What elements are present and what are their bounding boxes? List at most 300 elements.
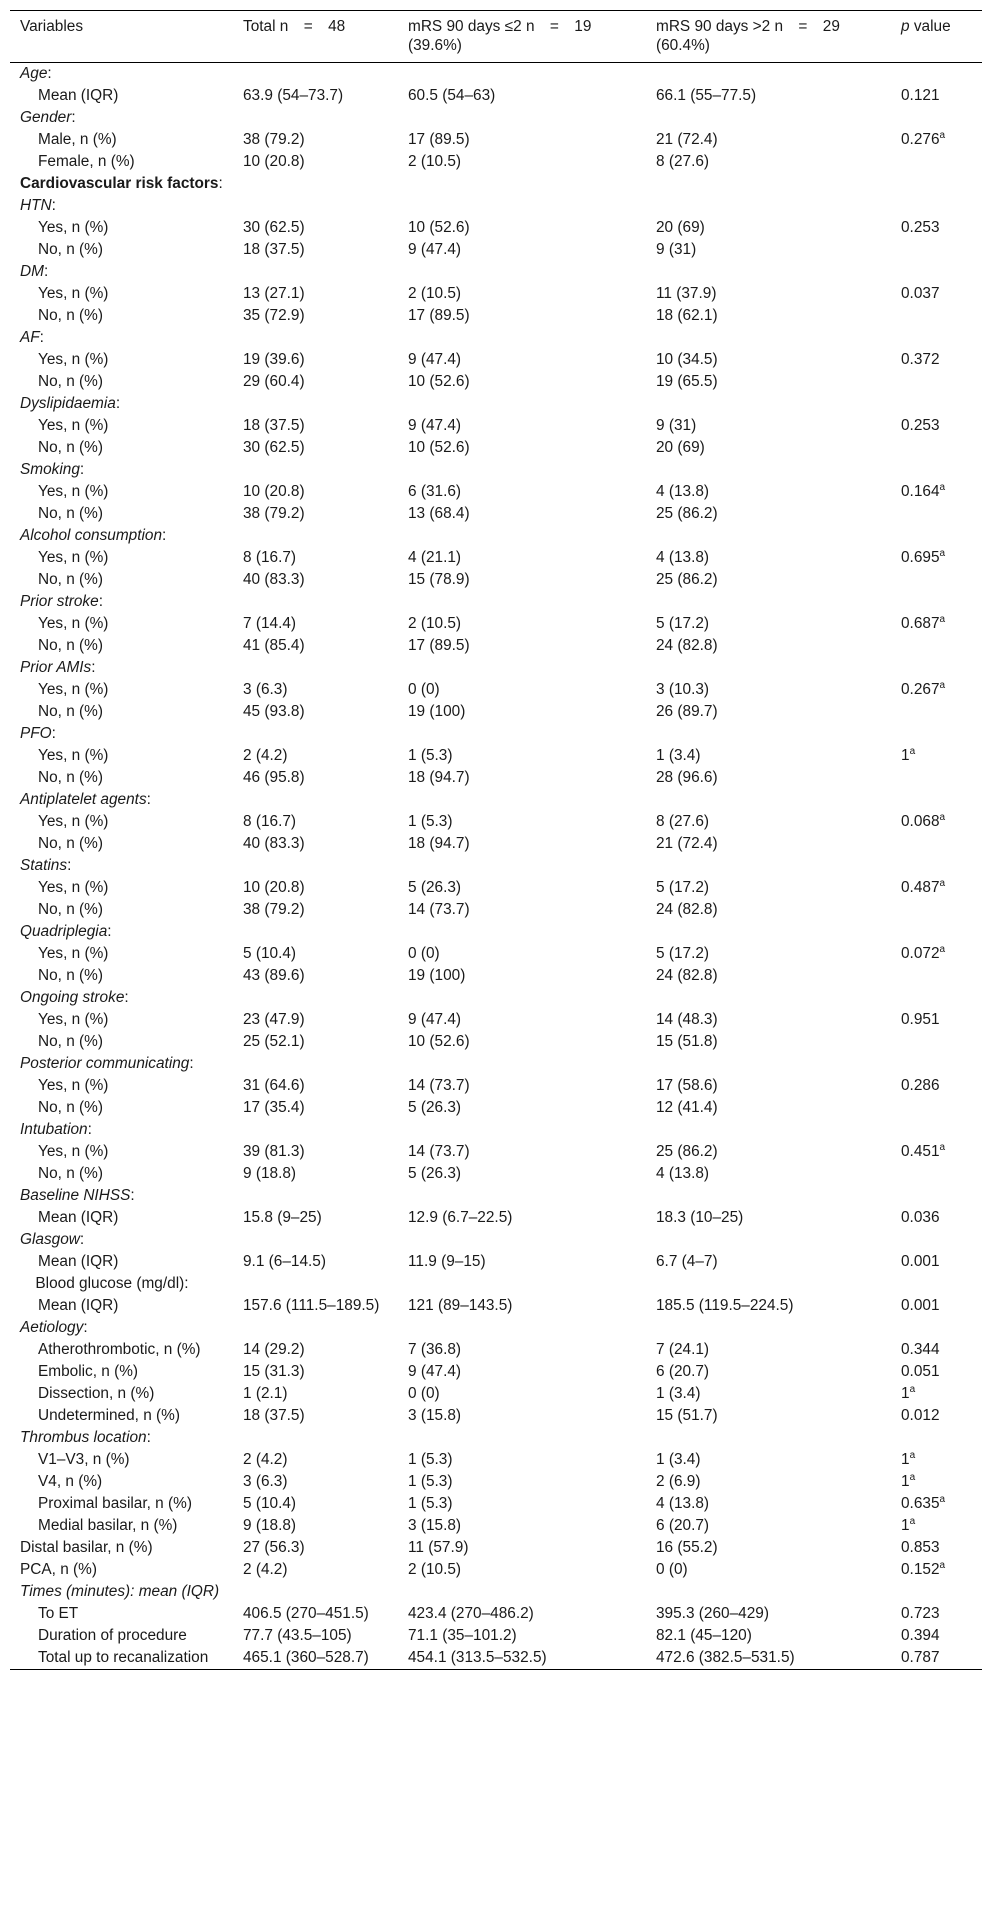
empty-cell bbox=[233, 723, 398, 745]
table-row bbox=[10, 1251, 982, 1273]
header-row bbox=[10, 11, 982, 63]
row-label: No, n (%) bbox=[38, 571, 103, 588]
empty-cell bbox=[891, 459, 982, 481]
empty-cell bbox=[891, 393, 982, 415]
cell-p-value bbox=[891, 1009, 982, 1031]
cell-mrs-good: 15 (78.9) bbox=[408, 571, 470, 588]
empty-cell bbox=[891, 1273, 982, 1295]
cell-mrs-good: 10 (52.6) bbox=[408, 373, 470, 390]
empty-cell bbox=[646, 855, 891, 877]
cell-p-value bbox=[891, 239, 982, 261]
table-row bbox=[10, 503, 982, 525]
cell-total: 45 (93.8) bbox=[243, 703, 305, 720]
section-row bbox=[10, 1053, 982, 1075]
p-value-text: 1 bbox=[901, 1385, 910, 1402]
cell-p-value bbox=[891, 943, 982, 965]
cell-mrs-poor: 0 (0) bbox=[656, 1561, 688, 1578]
empty-cell bbox=[398, 855, 646, 877]
empty-cell bbox=[646, 987, 891, 1009]
empty-cell bbox=[646, 921, 891, 943]
empty-cell bbox=[646, 1581, 891, 1603]
row-label: Mean (IQR) bbox=[38, 1253, 119, 1270]
empty-cell bbox=[891, 657, 982, 679]
section-label-text: Times (minutes): mean (IQR) bbox=[20, 1583, 220, 1600]
row-label: No, n (%) bbox=[38, 439, 103, 456]
cell-mrs-good: 2 (10.5) bbox=[408, 1561, 462, 1578]
empty-cell bbox=[398, 459, 646, 481]
cell-mrs-poor: 4 (13.8) bbox=[656, 1495, 710, 1512]
section-label bbox=[10, 1119, 233, 1141]
p-value-text: 0.037 bbox=[901, 285, 940, 302]
p-value-text: 0.687 bbox=[901, 615, 940, 632]
cell-p-value bbox=[891, 371, 982, 393]
section-label bbox=[10, 987, 233, 1009]
cell-total: 1 (2.1) bbox=[243, 1385, 288, 1402]
table-header bbox=[10, 11, 982, 63]
table-row bbox=[10, 767, 982, 789]
cell-mrs-poor: 5 (17.2) bbox=[656, 945, 710, 962]
row-label: No, n (%) bbox=[38, 505, 103, 522]
cell-mrs-poor: 66.1 (55–77.5) bbox=[656, 87, 757, 104]
p-value-text: 0.267 bbox=[901, 681, 940, 698]
empty-cell bbox=[398, 393, 646, 415]
cell-p-value bbox=[891, 1647, 982, 1670]
section-colon: : bbox=[130, 1187, 135, 1204]
section-colon: : bbox=[162, 527, 167, 544]
cell-mrs-good: 14 (73.7) bbox=[408, 901, 470, 918]
table-row bbox=[10, 833, 982, 855]
table-row bbox=[10, 1009, 982, 1031]
cell-mrs-good: 14 (73.7) bbox=[408, 1143, 470, 1160]
row-label: Embolic, n (%) bbox=[38, 1363, 139, 1380]
cell-total: 27 (56.3) bbox=[243, 1539, 305, 1556]
cell-mrs-good: 11 (57.9) bbox=[408, 1539, 469, 1556]
cell-p-value bbox=[891, 1383, 982, 1405]
cell-mrs-good: 0 (0) bbox=[408, 681, 440, 698]
table-body bbox=[10, 63, 982, 1670]
empty-cell bbox=[233, 63, 398, 86]
section-colon: : bbox=[91, 659, 96, 676]
cell-total: 40 (83.3) bbox=[243, 835, 305, 852]
cell-total: 10 (20.8) bbox=[243, 153, 305, 170]
table-row bbox=[10, 1471, 982, 1493]
row-label: Yes, n (%) bbox=[38, 351, 109, 368]
row-label: Medial basilar, n (%) bbox=[38, 1517, 178, 1534]
cell-mrs-good: 9 (47.4) bbox=[408, 1011, 462, 1028]
p-value-text: 0.036 bbox=[901, 1209, 940, 1226]
section-colon: : bbox=[107, 923, 112, 940]
cell-total: 30 (62.5) bbox=[243, 439, 305, 456]
row-label: Yes, n (%) bbox=[38, 615, 109, 632]
empty-cell bbox=[398, 63, 646, 86]
section-label-text: AF bbox=[20, 329, 40, 346]
p-value-text: 0.253 bbox=[901, 219, 940, 236]
cell-mrs-good: 1 (5.3) bbox=[408, 813, 453, 830]
section-label bbox=[10, 1185, 233, 1207]
section-label-text: Cardiovascular risk factors bbox=[20, 175, 219, 192]
section-label bbox=[10, 1053, 233, 1075]
table-row bbox=[10, 85, 982, 107]
p-value-text: 0.451 bbox=[901, 1143, 940, 1160]
p-value-text: 0.487 bbox=[901, 879, 940, 896]
empty-cell bbox=[233, 1185, 398, 1207]
empty-cell bbox=[891, 1119, 982, 1141]
cell-p-value bbox=[891, 1251, 982, 1273]
empty-cell bbox=[891, 1427, 982, 1449]
section-colon: : bbox=[124, 989, 129, 1006]
cell-mrs-poor: 21 (72.4) bbox=[656, 835, 718, 852]
cell-mrs-good: 9 (47.4) bbox=[408, 241, 462, 258]
empty-cell bbox=[891, 1185, 982, 1207]
cell-p-value bbox=[891, 1031, 982, 1053]
cell-p-value bbox=[891, 833, 982, 855]
cell-mrs-good: 2 (10.5) bbox=[408, 285, 462, 302]
row-label: Yes, n (%) bbox=[38, 417, 109, 434]
header-mrs-good: mRS 90 days ≤2 n = 19 (39.6%) bbox=[408, 18, 592, 54]
cell-mrs-good: 9 (47.4) bbox=[408, 417, 462, 434]
section-label bbox=[10, 789, 233, 811]
footnote-marker: a bbox=[939, 482, 946, 493]
cell-mrs-poor: 21 (72.4) bbox=[656, 131, 718, 148]
cell-total: 5 (10.4) bbox=[243, 945, 297, 962]
cell-p-value bbox=[891, 437, 982, 459]
row-label: Yes, n (%) bbox=[38, 1011, 109, 1028]
cell-mrs-good: 5 (26.3) bbox=[408, 879, 462, 896]
cell-p-value bbox=[891, 481, 982, 503]
table-row bbox=[10, 613, 982, 635]
cell-total: 15 (31.3) bbox=[243, 1363, 305, 1380]
footnote-marker: a bbox=[939, 680, 946, 691]
cell-p-value bbox=[891, 1075, 982, 1097]
p-value-text: 0.635 bbox=[901, 1495, 940, 1512]
row-label: Mean (IQR) bbox=[38, 1209, 119, 1226]
empty-cell bbox=[891, 63, 982, 86]
cell-mrs-poor: 1 (3.4) bbox=[656, 747, 701, 764]
empty-cell bbox=[398, 1229, 646, 1251]
cell-mrs-poor: 6 (20.7) bbox=[656, 1363, 710, 1380]
cell-mrs-good: 1 (5.3) bbox=[408, 1451, 453, 1468]
cell-mrs-good: 10 (52.6) bbox=[408, 219, 470, 236]
cell-mrs-poor: 9 (31) bbox=[656, 241, 697, 258]
empty-cell bbox=[233, 657, 398, 679]
section-label-text: Thrombus location bbox=[20, 1429, 147, 1446]
cell-mrs-good: 5 (26.3) bbox=[408, 1165, 462, 1182]
cell-p-value bbox=[891, 965, 982, 987]
section-label-text: Prior stroke bbox=[20, 593, 99, 610]
section-label bbox=[10, 327, 233, 349]
cell-mrs-good: 71.1 (35–101.2) bbox=[408, 1627, 517, 1644]
section-label-text: Alcohol consumption bbox=[20, 527, 163, 544]
empty-cell bbox=[233, 1427, 398, 1449]
cell-p-value bbox=[891, 1207, 982, 1229]
p-value-text: 0.787 bbox=[901, 1649, 940, 1666]
table-row bbox=[10, 371, 982, 393]
section-row bbox=[10, 459, 982, 481]
cell-mrs-poor: 2 (6.9) bbox=[656, 1473, 701, 1490]
section-label bbox=[10, 657, 233, 679]
cell-p-value bbox=[891, 811, 982, 833]
section-label bbox=[10, 591, 233, 613]
p-value-text: 0.121 bbox=[901, 87, 940, 104]
cell-mrs-poor: 11 (37.9) bbox=[656, 285, 717, 302]
cell-mrs-poor: 12 (41.4) bbox=[656, 1099, 718, 1116]
section-label bbox=[10, 921, 233, 943]
cell-mrs-good: 3 (15.8) bbox=[408, 1517, 462, 1534]
empty-cell bbox=[646, 591, 891, 613]
table-row bbox=[10, 1449, 982, 1471]
section-row bbox=[10, 327, 982, 349]
cell-p-value bbox=[891, 1493, 982, 1515]
footnote-marker: a bbox=[909, 1450, 916, 1461]
section-label-text: DM bbox=[20, 263, 44, 280]
empty-cell bbox=[646, 1229, 891, 1251]
table-row bbox=[10, 239, 982, 261]
row-label: Yes, n (%) bbox=[38, 219, 109, 236]
empty-cell bbox=[233, 1273, 398, 1295]
row-label: To ET bbox=[38, 1605, 79, 1622]
empty-cell bbox=[646, 107, 891, 129]
row-label: Distal basilar, n (%) bbox=[20, 1539, 153, 1556]
empty-cell bbox=[233, 1317, 398, 1339]
cell-total: 3 (6.3) bbox=[243, 681, 288, 698]
cell-mrs-poor: 19 (65.5) bbox=[656, 373, 718, 390]
p-value-text: 0.001 bbox=[901, 1297, 940, 1314]
footnote-marker: a bbox=[939, 130, 946, 141]
cell-mrs-good: 9 (47.4) bbox=[408, 1363, 462, 1380]
cell-mrs-poor: 25 (86.2) bbox=[656, 505, 718, 522]
p-value-text: 1 bbox=[901, 1517, 910, 1534]
section-label-text: Aetiology bbox=[20, 1319, 84, 1336]
table-row bbox=[10, 1515, 982, 1537]
footnote-marker: a bbox=[939, 1142, 946, 1153]
table-row bbox=[10, 635, 982, 657]
section-label bbox=[10, 1427, 233, 1449]
row-label: V1–V3, n (%) bbox=[38, 1451, 130, 1468]
cell-mrs-good: 19 (100) bbox=[408, 703, 466, 720]
p-value-text: 1 bbox=[901, 1473, 910, 1490]
cell-p-value bbox=[891, 217, 982, 239]
header-variables: Variables bbox=[20, 18, 84, 35]
footnote-marker: a bbox=[909, 1472, 916, 1483]
cell-total: 2 (4.2) bbox=[243, 747, 288, 764]
cell-mrs-poor: 10 (34.5) bbox=[656, 351, 718, 368]
p-value-text: 1 bbox=[901, 747, 910, 764]
section-row bbox=[10, 1581, 982, 1603]
p-value-text: 0.344 bbox=[901, 1341, 940, 1358]
section-colon: : bbox=[146, 791, 151, 808]
cell-p-value bbox=[891, 283, 982, 305]
section-row bbox=[10, 987, 982, 1009]
empty-cell bbox=[398, 327, 646, 349]
section-label-text: Statins bbox=[20, 857, 68, 874]
cell-p-value bbox=[891, 305, 982, 327]
footnote-marker: a bbox=[939, 812, 946, 823]
cell-total: 31 (64.6) bbox=[243, 1077, 305, 1094]
cell-p-value bbox=[891, 877, 982, 899]
cell-mrs-good: 18 (94.7) bbox=[408, 769, 470, 786]
footnote-marker: a bbox=[939, 1560, 946, 1571]
empty-cell bbox=[891, 921, 982, 943]
cell-mrs-poor: 9 (31) bbox=[656, 417, 697, 434]
row-label: Total up to recanalization bbox=[38, 1649, 209, 1666]
empty-cell bbox=[398, 723, 646, 745]
table-row bbox=[10, 1097, 982, 1119]
section-label-text: Quadriplegia bbox=[20, 923, 108, 940]
cell-mrs-poor: 1 (3.4) bbox=[656, 1385, 701, 1402]
empty-cell bbox=[398, 1273, 646, 1295]
row-label: Yes, n (%) bbox=[38, 285, 109, 302]
row-label: No, n (%) bbox=[38, 1099, 103, 1116]
footnote-marker: a bbox=[909, 1384, 916, 1395]
cell-total: 9.1 (6–14.5) bbox=[243, 1253, 326, 1270]
table-row bbox=[10, 569, 982, 591]
cell-total: 8 (16.7) bbox=[243, 813, 297, 830]
empty-cell bbox=[646, 789, 891, 811]
cell-mrs-poor: 20 (69) bbox=[656, 219, 705, 236]
empty-cell bbox=[646, 723, 891, 745]
cell-total: 157.6 (111.5–189.5) bbox=[243, 1297, 380, 1314]
empty-cell bbox=[398, 657, 646, 679]
empty-cell bbox=[398, 789, 646, 811]
row-label: Mean (IQR) bbox=[38, 87, 119, 104]
table-row bbox=[10, 1603, 982, 1625]
p-value-text: 0.051 bbox=[901, 1363, 940, 1380]
cell-mrs-good: 2 (10.5) bbox=[408, 615, 462, 632]
cell-mrs-poor: 28 (96.6) bbox=[656, 769, 718, 786]
cell-p-value bbox=[891, 503, 982, 525]
footnote-marker: a bbox=[939, 878, 946, 889]
section-colon: : bbox=[47, 65, 52, 82]
cell-mrs-poor: 5 (17.2) bbox=[656, 879, 710, 896]
p-value-text: 0.152 bbox=[901, 1561, 940, 1578]
empty-cell bbox=[398, 195, 646, 217]
row-label: No, n (%) bbox=[38, 1165, 103, 1182]
cell-mrs-good: 121 (89–143.5) bbox=[408, 1297, 513, 1314]
cell-mrs-poor: 472.6 (382.5–531.5) bbox=[656, 1649, 795, 1666]
table-row bbox=[10, 1647, 982, 1670]
cell-total: 35 (72.9) bbox=[243, 307, 305, 324]
row-label: No, n (%) bbox=[38, 703, 103, 720]
cell-mrs-good: 2 (10.5) bbox=[408, 153, 462, 170]
empty-cell bbox=[398, 1053, 646, 1075]
empty-cell bbox=[398, 261, 646, 283]
section-label bbox=[10, 261, 233, 283]
table-row bbox=[10, 129, 982, 151]
section-row bbox=[10, 1273, 982, 1295]
row-label: Mean (IQR) bbox=[38, 1297, 119, 1314]
table-row bbox=[10, 481, 982, 503]
empty-cell bbox=[233, 393, 398, 415]
section-label-text: Ongoing stroke bbox=[20, 989, 125, 1006]
header-p-value bbox=[891, 11, 982, 63]
p-value-text: 0.951 bbox=[901, 1011, 940, 1028]
p-value-text: 0.072 bbox=[901, 945, 940, 962]
empty-cell bbox=[646, 1427, 891, 1449]
empty-cell bbox=[398, 1317, 646, 1339]
empty-cell bbox=[398, 1119, 646, 1141]
cell-p-value bbox=[891, 1405, 982, 1427]
cell-p-value bbox=[891, 349, 982, 371]
table-row bbox=[10, 679, 982, 701]
section-row bbox=[10, 789, 982, 811]
section-label-text: Blood glucose (mg/dl) bbox=[20, 1275, 185, 1292]
cell-total: 18 (37.5) bbox=[243, 1407, 305, 1424]
empty-cell bbox=[233, 987, 398, 1009]
table-row bbox=[10, 1295, 982, 1317]
empty-cell bbox=[891, 1581, 982, 1603]
cell-total: 40 (83.3) bbox=[243, 571, 305, 588]
cell-p-value bbox=[891, 613, 982, 635]
cell-mrs-poor: 3 (10.3) bbox=[656, 681, 710, 698]
cell-mrs-good: 1 (5.3) bbox=[408, 1495, 453, 1512]
cell-p-value bbox=[891, 679, 982, 701]
empty-cell bbox=[646, 657, 891, 679]
cell-total: 10 (20.8) bbox=[243, 483, 305, 500]
empty-cell bbox=[233, 1119, 398, 1141]
cell-mrs-poor: 4 (13.8) bbox=[656, 549, 710, 566]
empty-cell bbox=[233, 525, 398, 547]
cell-p-value bbox=[891, 569, 982, 591]
empty-cell bbox=[646, 525, 891, 547]
cell-p-value bbox=[891, 635, 982, 657]
cell-mrs-good: 19 (100) bbox=[408, 967, 466, 984]
empty-cell bbox=[233, 1053, 398, 1075]
row-label: Female, n (%) bbox=[38, 153, 135, 170]
cell-total: 18 (37.5) bbox=[243, 241, 305, 258]
empty-cell bbox=[891, 1229, 982, 1251]
header-p-rest: value bbox=[909, 18, 951, 35]
header-total: Total n = 48 bbox=[243, 18, 346, 35]
cell-mrs-good: 12.9 (6.7–22.5) bbox=[408, 1209, 513, 1226]
section-label-text: HTN bbox=[20, 197, 52, 214]
table-row bbox=[10, 1141, 982, 1163]
cell-total: 9 (18.8) bbox=[243, 1517, 297, 1534]
section-colon: : bbox=[79, 1231, 85, 1248]
cell-total: 25 (52.1) bbox=[243, 1033, 305, 1050]
p-value-text: 1 bbox=[901, 1451, 910, 1468]
cell-mrs-good: 5 (26.3) bbox=[408, 1099, 462, 1116]
empty-cell bbox=[646, 1317, 891, 1339]
p-value-text: 0.853 bbox=[901, 1539, 940, 1556]
table-row bbox=[10, 965, 982, 987]
cell-total: 39 (81.3) bbox=[243, 1143, 305, 1160]
cell-mrs-good: 6 (31.6) bbox=[408, 483, 462, 500]
section-label-text: Age bbox=[20, 65, 48, 82]
cell-p-value bbox=[891, 547, 982, 569]
empty-cell bbox=[891, 591, 982, 613]
empty-cell bbox=[233, 195, 398, 217]
empty-cell bbox=[891, 261, 982, 283]
cell-p-value bbox=[891, 129, 982, 151]
row-label: Yes, n (%) bbox=[38, 1143, 109, 1160]
section-label-text: PFO bbox=[20, 725, 52, 742]
p-value-text: 0.394 bbox=[901, 1627, 940, 1644]
empty-cell bbox=[891, 789, 982, 811]
section-label bbox=[10, 393, 233, 415]
section-label-text: Prior AMIs bbox=[20, 659, 92, 676]
row-label: Yes, n (%) bbox=[38, 747, 109, 764]
cell-p-value bbox=[891, 899, 982, 921]
cell-mrs-good: 60.5 (54–63) bbox=[408, 87, 496, 104]
section-colon: : bbox=[51, 197, 56, 214]
empty-cell bbox=[646, 1185, 891, 1207]
cell-mrs-good: 14 (73.7) bbox=[408, 1077, 470, 1094]
row-label: No, n (%) bbox=[38, 835, 103, 852]
cell-mrs-good: 11.9 (9–15) bbox=[408, 1253, 486, 1270]
cell-mrs-good: 0 (0) bbox=[408, 1385, 440, 1402]
cell-mrs-good: 1 (5.3) bbox=[408, 1473, 453, 1490]
section-row bbox=[10, 393, 982, 415]
